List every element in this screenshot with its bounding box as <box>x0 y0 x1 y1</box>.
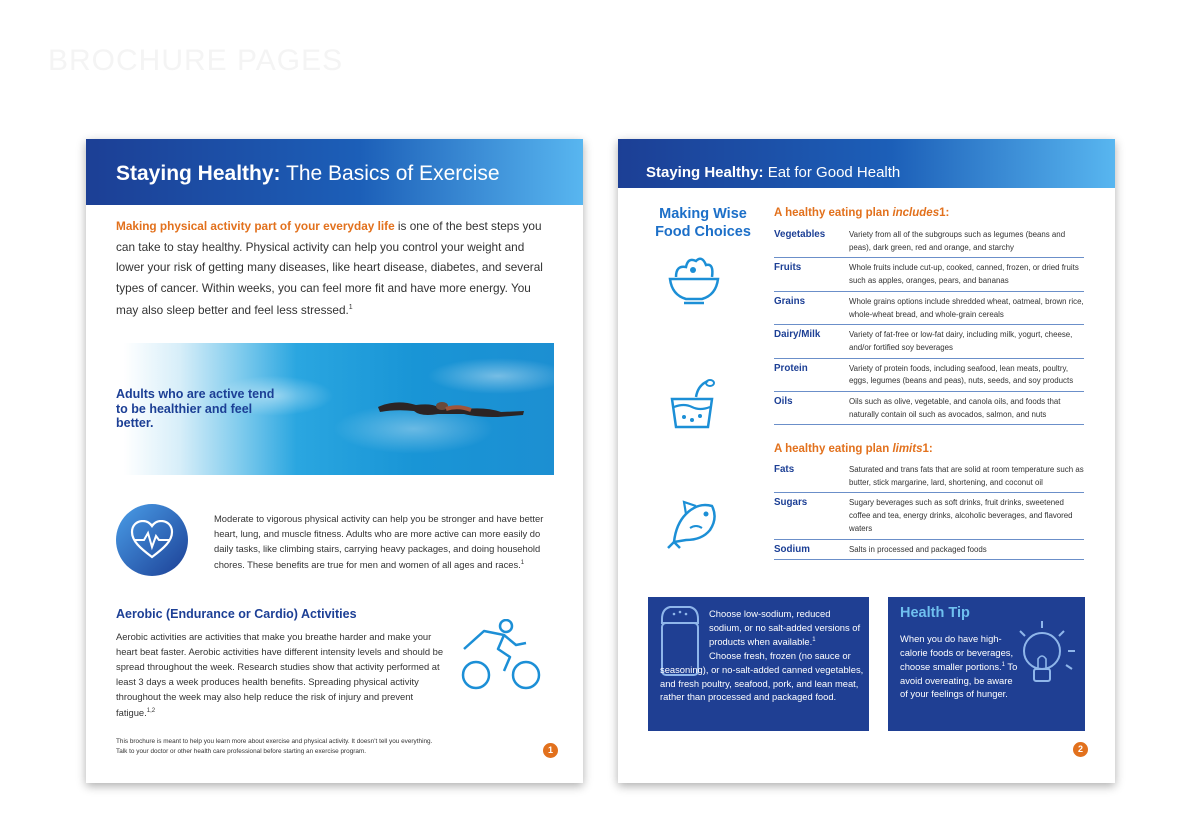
heart-icon <box>116 504 188 576</box>
sodium-tip-box <box>648 597 869 731</box>
limits-heading: A healthy eating plan limits1: <box>774 443 933 455</box>
lightbulb-icon <box>1008 619 1078 695</box>
page-number-2: 2 <box>1073 742 1088 757</box>
intro-paragraph: Making physical activity part of your everyday life is one of the best steps you can take to stay healthy. Physical activity can help you control your weight and lower your risk of getting many diseases, like heart disease, diabetes, and several types of cancer. Within weeks, you can feel more fit and have more energy. You may also sleep better and feel less stressed.$^1$ <box>116 219 543 317</box>
benefits-paragraph: Moderate to vigorous physical activity can help you be stronger and have better heart, lung, and muscle fitness. Adults who are more active can more easily do daily tasks, like climbing stairs, carrying heavy packages, and doing household chores. These benefits are true for men and women of all ages and races.$^1$ <box>214 513 544 571</box>
brochure-page-2 <box>618 139 1115 783</box>
includes-table <box>774 225 1084 425</box>
disclaimer-footnote: This brochure is meant to help you learn more about exercise and physical activity. It doesn’t tell you everything. Talk to your doctor or other health care professional before starting an exercise program. <box>116 738 433 755</box>
page-2-title: Staying Healthy: Eat for Good Health <box>646 164 901 181</box>
table-row: Oils Oils such as olive, vegetable, and canola oils, and foods that naturally contain oil such as avocados, salmon, and nuts <box>774 392 1084 425</box>
yogurt-cup-icon <box>668 379 718 431</box>
table-row: Dairy/Milk Variety of fat-free or low-fat dairy, including milk, yogurt, cheese, and/or fortified soy beverages <box>774 325 1084 358</box>
page-1-title: Staying Healthy: The Basics of Exercise <box>116 162 500 185</box>
health-tip-text: When you do have high-calorie foods or beverages, choose smaller portions.$^1$ To avoid overeating, be aware of your feelings of hunger. <box>900 633 1018 700</box>
limits-table <box>774 460 1084 560</box>
cyclist-icon <box>460 619 544 691</box>
sodium-tip-text: Choose low-sodium, reduced sodium, or no salt-added versions of products when available.$^1$ Choose fresh, frozen (no sauce or seasoning), or no-salt-added canned vegetables, and fresh poultry, seafood, pork, and lean meat, rather than processed and packaged food. <box>660 608 864 703</box>
table-row: Protein Variety of protein foods, including seafood, lean meats, poultry, eggs, legumes (beans and peas), nuts, seeds, and soy products <box>774 359 1084 392</box>
includes-heading: A healthy eating plan includes1: <box>774 207 950 219</box>
table-row: Fats Saturated and trans fats that are solid at room temperature such as butter, stick margarine, lard, shortening, and coconut oil <box>774 460 1084 493</box>
health-tip-box <box>888 597 1085 731</box>
fish-icon <box>666 494 722 550</box>
aerobic-paragraph: Aerobic activities are activities that make you breathe harder and make your heart beat faster. Aerobic activities have different intensity levels and should be spread throughout the week. Research studies show that activity performed at least 3 days a week produces health benefits. Spreading physical activity throughout the week may also help reduce the risk of injury and prevent fatigue.$^{1,2}$ <box>116 631 444 719</box>
table-row: Sodium Salts in processed and packaged foods <box>774 540 1084 561</box>
page-2-header <box>618 139 1115 188</box>
swimming-photo <box>86 343 554 475</box>
photo-caption: Adults who are active tend to be healthier and feel better. <box>116 387 275 430</box>
making-wise-food-choices: Making Wise Food Choices <box>655 206 751 240</box>
intro-highlight: Making physical activity part of your everyday life <box>116 219 395 233</box>
salad-bowl-icon <box>666 255 722 305</box>
table-row: Vegetables Variety from all of the subgroups such as legumes (beans and peas), dark green, red and orange, and starchy <box>774 225 1084 258</box>
brochure-page-1 <box>86 139 583 783</box>
table-row: Sugars Sugary beverages such as soft drinks, fruit drinks, sweetened coffee and tea, energy drinks, alcoholic beverages, and flavored waters <box>774 493 1084 539</box>
table-row: Grains Whole grains options include shredded wheat, oatmeal, brown rice, whole-wheat bread, and whole-grain cereals <box>774 292 1084 325</box>
aerobic-heading: Aerobic (Endurance or Cardio) Activities <box>116 607 357 621</box>
page-number-1: 1 <box>543 743 558 758</box>
background-title: BROCHURE PAGES <box>48 44 344 77</box>
health-tip-heading: Health Tip <box>900 605 970 621</box>
table-row: Fruits Whole fruits include cut-up, cooked, canned, frozen, or dried fruits such as apples, oranges, pears, and bananas <box>774 258 1084 291</box>
page-1-header <box>86 139 583 205</box>
swimmer-icon <box>376 395 526 425</box>
